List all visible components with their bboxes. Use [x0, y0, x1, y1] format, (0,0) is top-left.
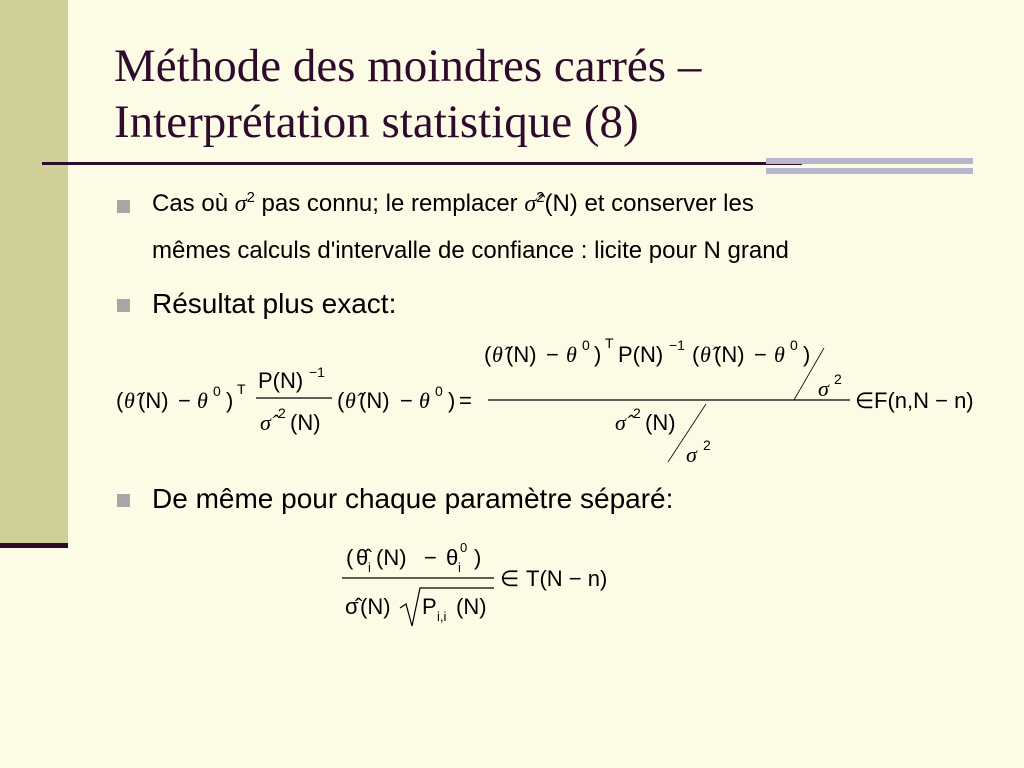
bullet-3-text: De même pour chaque paramètre séparé:: [152, 483, 674, 514]
eq2-theta-hat: θ̂: [356, 545, 369, 570]
eq2-sigma-hat: σ̂: [345, 594, 359, 619]
bullet-1-w3: (N) et conserver les: [544, 190, 754, 217]
eq1-lhs-supT: T: [237, 381, 246, 397]
eq2-minus: −: [424, 545, 437, 570]
eq2-P: P: [422, 594, 437, 619]
eq1-num-theta-hat2: θ̂: [700, 342, 711, 367]
eq2-belongs: ∈: [500, 566, 520, 591]
eq1-num-minus2: −: [754, 342, 767, 367]
eq1-num-N2: (N): [714, 342, 745, 367]
eq1-num-sup0-2: 0: [790, 337, 798, 353]
eq1-num-close2: ): [803, 342, 811, 367]
bullet-1-w1: Cas où: [152, 190, 229, 217]
eq1-num-sigma-sup2: 2: [834, 371, 842, 387]
eq1-num-N: (N): [506, 342, 537, 367]
eq1-den-sigma-hat: σ̂: [615, 410, 626, 435]
eq2-distribution: T(N − n): [526, 566, 608, 591]
eq1-den-N: (N): [645, 410, 676, 435]
sigma-hat-symbol: σ̂: [524, 191, 537, 217]
eq1-r-theta-hat: θ̂: [345, 388, 356, 413]
bullet-2-text: Résultat plus exact:: [152, 288, 397, 319]
eq1-equals: =: [459, 388, 472, 413]
eq1-lhs-open: (: [116, 388, 124, 413]
eq1-den-sigma: σ: [686, 442, 697, 467]
eq1-num-theta-hat: θ̂: [492, 342, 503, 367]
sigma-exponent: 2: [246, 190, 255, 206]
eq1-mid-N: (N): [290, 410, 321, 435]
eq1-lhs-minus: −: [178, 388, 191, 413]
title-line-2: Interprétation statistique (8): [114, 96, 639, 148]
eq2-sup0: 0: [460, 540, 468, 555]
eq1-r-theta: θ: [419, 388, 430, 413]
eq1-lhs-N: (N): [138, 388, 169, 413]
eq1-lhs-theta: θ: [197, 388, 208, 413]
eq2-close: ): [474, 545, 482, 570]
eq1-r-close: ): [448, 388, 456, 413]
eq1-belongs: ∈: [855, 388, 875, 413]
eq1-distribution: F(n,N − n): [874, 388, 974, 413]
eq1-lhs-close: ): [226, 388, 234, 413]
eq2-sub-i: i: [368, 560, 371, 575]
eq1-num-open: (: [484, 342, 492, 367]
eq2-N: (N): [376, 545, 407, 570]
eq2-theta: θ: [446, 545, 459, 570]
eq1-num-minus: −: [546, 342, 559, 367]
eq1-r-minus: −: [400, 388, 413, 413]
bullet-1-line-2: mêmes calculs d'intervalle de confiance : licite pour N grand: [152, 237, 789, 264]
eq1-lhs-sup0: 0: [213, 383, 221, 399]
eq1-mid-PN: P(N): [258, 368, 304, 393]
eq1-den-sigma-sup2: 2: [703, 437, 711, 453]
eq2-sub-ii: i,i: [437, 609, 447, 624]
eq1-mid-supm1: −1: [309, 364, 325, 380]
bullet-1-w2: pas connu; le remplacer: [261, 190, 518, 217]
title-line-1: Méthode des moindres carrés –: [114, 40, 702, 92]
eq1-r-sup0: 0: [435, 383, 443, 399]
eq1-num-close: ): [594, 342, 602, 367]
eq1-num-open2: (: [692, 342, 700, 367]
eq1-num-supT: T: [605, 335, 614, 351]
sigma-hat-exponent: 2: [536, 190, 545, 206]
eq1-num-sup0: 0: [582, 337, 590, 353]
eq2-den-N: (N): [360, 594, 391, 619]
eq1-num-PN: P(N): [618, 342, 664, 367]
eq1-mid-sup2: 2: [278, 405, 286, 421]
eq1-lhs-theta-hat: θ̂: [124, 388, 135, 413]
eq2-P-N: (N): [456, 594, 487, 619]
eq1-num-sigma: σ: [818, 376, 829, 401]
eq1-num-supm1: −1: [669, 337, 685, 353]
eq1-den-sup2: 2: [633, 405, 641, 421]
eq1-num-theta: θ: [566, 342, 577, 367]
eq1-num-theta2: θ: [774, 342, 785, 367]
eq1-r-N: (N): [359, 388, 390, 413]
eq1-r-open: (: [337, 388, 345, 413]
eq2-sub-i-2: i: [458, 560, 461, 575]
eq2-open: (: [346, 545, 354, 570]
eq1-mid-sigma-hat: σ̂: [260, 410, 271, 435]
sigma-symbol: σ: [234, 191, 247, 217]
